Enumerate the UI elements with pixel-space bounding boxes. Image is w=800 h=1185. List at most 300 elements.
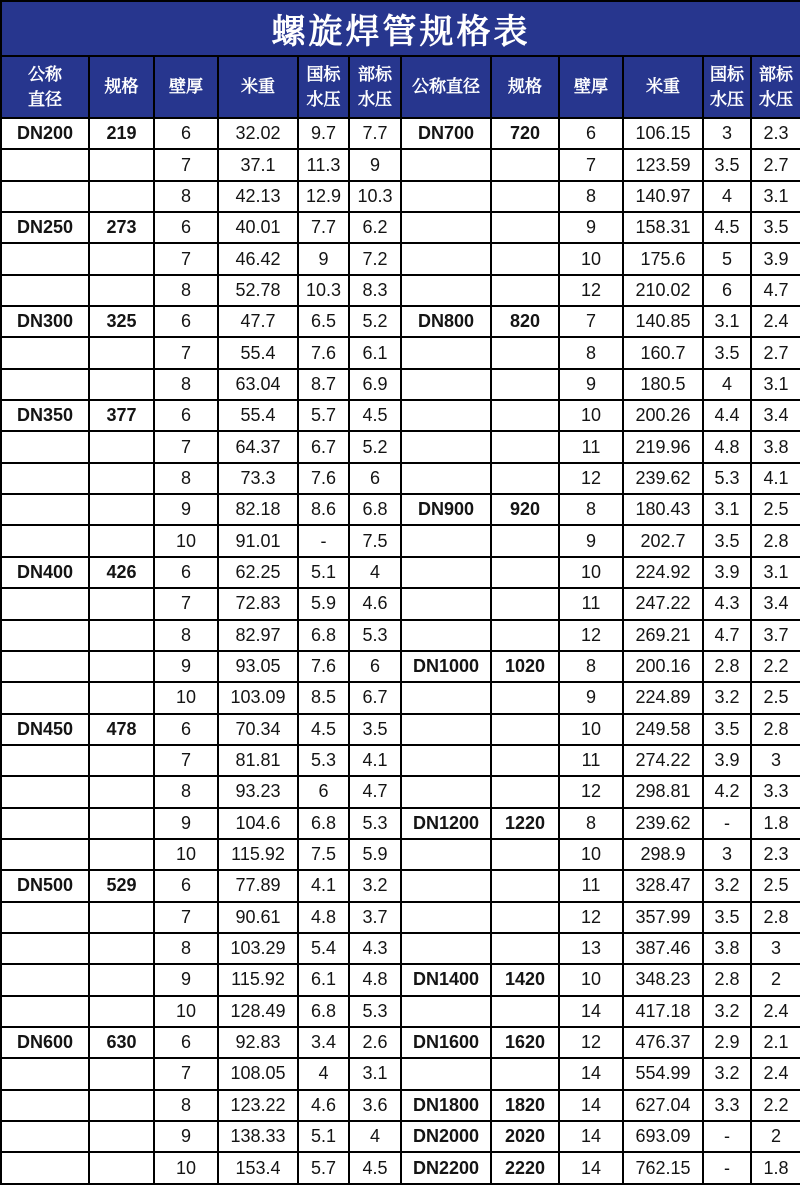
cell-right-spec [491, 745, 559, 776]
cell-left-spec [89, 776, 154, 807]
cell-left-mb-pressure: 5.3 [349, 996, 401, 1027]
cell-right-dn [401, 337, 491, 368]
cell-left-thickness: 9 [154, 651, 218, 682]
cell-left-meter-weight: 104.6 [218, 808, 298, 839]
cell-left-mb-pressure: 9 [349, 149, 401, 180]
cell-left-gb-pressure: 5.7 [298, 1152, 349, 1184]
cell-right-spec [491, 902, 559, 933]
cell-right-spec [491, 870, 559, 901]
cell-left-gb-pressure: 5.7 [298, 400, 349, 431]
cell-right-spec [491, 400, 559, 431]
cell-right-mb-pressure: 3.4 [751, 588, 800, 619]
cell-right-meter-weight: 627.04 [623, 1090, 703, 1121]
table-row [1, 557, 800, 588]
cell-right-meter-weight: 160.7 [623, 337, 703, 368]
cell-left-meter-weight: 52.78 [218, 275, 298, 306]
cell-right-gb-pressure: 4 [703, 181, 751, 212]
cell-right-dn: DN1800 [401, 1090, 491, 1121]
cell-left-meter-weight: 128.49 [218, 996, 298, 1027]
cell-right-dn [401, 431, 491, 462]
cell-left-mb-pressure: 4 [349, 1121, 401, 1152]
cell-left-dn [1, 839, 89, 870]
cell-right-dn [401, 369, 491, 400]
cell-right-gb-pressure: 4.5 [703, 212, 751, 243]
cell-right-meter-weight: 219.96 [623, 431, 703, 462]
cell-left-spec [89, 525, 154, 556]
cell-right-dn [401, 588, 491, 619]
cell-right-meter-weight: 348.23 [623, 964, 703, 995]
cell-right-dn [401, 682, 491, 713]
cell-left-thickness: 8 [154, 933, 218, 964]
cell-left-meter-weight: 63.04 [218, 369, 298, 400]
table-row [1, 431, 800, 462]
cell-left-mb-pressure: 2.6 [349, 1027, 401, 1058]
cell-left-mb-pressure: 7.5 [349, 525, 401, 556]
table-row [1, 839, 800, 870]
table-row [1, 400, 800, 431]
cell-left-thickness: 9 [154, 964, 218, 995]
table-row [1, 620, 800, 651]
cell-right-spec [491, 275, 559, 306]
cell-right-mb-pressure: 3 [751, 933, 800, 964]
cell-left-gb-pressure: 7.6 [298, 651, 349, 682]
cell-right-spec: 1220 [491, 808, 559, 839]
cell-right-thickness: 12 [559, 1027, 623, 1058]
table-row [1, 118, 800, 149]
cell-left-meter-weight: 62.25 [218, 557, 298, 588]
cell-right-dn: DN800 [401, 306, 491, 337]
table-row [1, 588, 800, 619]
cell-right-mb-pressure: 2 [751, 1121, 800, 1152]
cell-left-spec [89, 808, 154, 839]
cell-right-thickness: 9 [559, 212, 623, 243]
cell-left-gb-pressure: 7.5 [298, 839, 349, 870]
cell-right-gb-pressure: 3 [703, 839, 751, 870]
cell-left-spec [89, 243, 154, 274]
page-title: 螺旋焊管规格表 [1, 1, 800, 56]
cell-left-gb-pressure: 5.9 [298, 588, 349, 619]
table-row [1, 149, 800, 180]
cell-right-gb-pressure: - [703, 1121, 751, 1152]
cell-left-mb-pressure: 4.3 [349, 933, 401, 964]
cell-left-dn [1, 682, 89, 713]
table-row [1, 337, 800, 368]
cell-left-dn [1, 588, 89, 619]
cell-left-gb-pressure: 6.7 [298, 431, 349, 462]
cell-right-mb-pressure: 2.7 [751, 149, 800, 180]
cell-left-spec: 426 [89, 557, 154, 588]
cell-left-dn [1, 337, 89, 368]
cell-left-gb-pressure: 5.4 [298, 933, 349, 964]
table-row [1, 933, 800, 964]
cell-right-spec [491, 839, 559, 870]
cell-right-dn: DN900 [401, 494, 491, 525]
cell-right-thickness: 12 [559, 463, 623, 494]
cell-left-meter-weight: 153.4 [218, 1152, 298, 1184]
cell-right-dn [401, 243, 491, 274]
column-header-left-spec [89, 56, 154, 118]
cell-right-gb-pressure: 3.2 [703, 682, 751, 713]
cell-left-meter-weight: 72.83 [218, 588, 298, 619]
table-row [1, 902, 800, 933]
cell-left-dn [1, 620, 89, 651]
cell-left-gb-pressure: 12.9 [298, 181, 349, 212]
cell-right-gb-pressure: 3.1 [703, 306, 751, 337]
column-header-label: 水压 [759, 90, 793, 109]
cell-left-spec [89, 149, 154, 180]
table-row [1, 463, 800, 494]
cell-right-mb-pressure: 2.5 [751, 494, 800, 525]
cell-right-meter-weight: 140.85 [623, 306, 703, 337]
cell-right-meter-weight: 554.99 [623, 1058, 703, 1089]
cell-right-gb-pressure: - [703, 1152, 751, 1184]
cell-left-meter-weight: 82.97 [218, 620, 298, 651]
cell-left-spec [89, 996, 154, 1027]
cell-right-spec: 1420 [491, 964, 559, 995]
cell-right-meter-weight: 476.37 [623, 1027, 703, 1058]
cell-right-mb-pressure: 2.2 [751, 651, 800, 682]
cell-left-spec [89, 933, 154, 964]
table-row [1, 964, 800, 995]
column-header-label: 直径 [28, 90, 62, 109]
cell-right-thickness: 14 [559, 1152, 623, 1184]
cell-right-mb-pressure: 3.5 [751, 212, 800, 243]
cell-left-gb-pressure: 7.6 [298, 337, 349, 368]
column-header-left-meter-weight [218, 56, 298, 118]
cell-left-gb-pressure: 10.3 [298, 275, 349, 306]
cell-left-meter-weight: 138.33 [218, 1121, 298, 1152]
cell-left-spec [89, 275, 154, 306]
cell-left-meter-weight: 115.92 [218, 839, 298, 870]
cell-left-spec [89, 494, 154, 525]
cell-left-gb-pressure: 9 [298, 243, 349, 274]
cell-left-dn [1, 1152, 89, 1184]
cell-left-dn [1, 431, 89, 462]
table-row [1, 369, 800, 400]
cell-left-dn [1, 651, 89, 682]
cell-right-spec [491, 588, 559, 619]
cell-right-mb-pressure: 2.5 [751, 682, 800, 713]
cell-right-meter-weight: 180.5 [623, 369, 703, 400]
cell-right-gb-pressure: 4.2 [703, 776, 751, 807]
cell-right-spec: 1820 [491, 1090, 559, 1121]
cell-left-mb-pressure: 6.8 [349, 494, 401, 525]
cell-right-mb-pressure: 3.3 [751, 776, 800, 807]
cell-left-spec: 273 [89, 212, 154, 243]
cell-left-meter-weight: 77.89 [218, 870, 298, 901]
cell-left-spec [89, 902, 154, 933]
table-row [1, 651, 800, 682]
cell-right-thickness: 6 [559, 118, 623, 149]
cell-right-dn [401, 776, 491, 807]
cell-left-thickness: 6 [154, 400, 218, 431]
cell-right-mb-pressure: 3.1 [751, 369, 800, 400]
column-header-left-gb-pressure [298, 56, 349, 118]
column-header-right-mb-pressure [751, 56, 800, 118]
cell-left-thickness: 10 [154, 996, 218, 1027]
cell-left-thickness: 7 [154, 588, 218, 619]
cell-right-thickness: 11 [559, 870, 623, 901]
column-header-row [1, 56, 800, 118]
cell-left-dn [1, 1121, 89, 1152]
cell-right-spec [491, 243, 559, 274]
cell-left-dn [1, 369, 89, 400]
cell-right-dn [401, 996, 491, 1027]
cell-right-spec: 2020 [491, 1121, 559, 1152]
cell-left-mb-pressure: 4.1 [349, 745, 401, 776]
cell-left-meter-weight: 47.7 [218, 306, 298, 337]
cell-left-mb-pressure: 10.3 [349, 181, 401, 212]
cell-right-dn [401, 745, 491, 776]
cell-left-mb-pressure: 6 [349, 463, 401, 494]
cell-right-spec: 1620 [491, 1027, 559, 1058]
cell-left-gb-pressure: 4.1 [298, 870, 349, 901]
cell-right-spec [491, 337, 559, 368]
cell-right-dn [401, 400, 491, 431]
cell-left-dn [1, 745, 89, 776]
cell-left-thickness: 8 [154, 620, 218, 651]
cell-left-spec: 630 [89, 1027, 154, 1058]
column-header-left-mb-pressure [349, 56, 401, 118]
cell-right-gb-pressure: 4.7 [703, 620, 751, 651]
cell-right-mb-pressure: 4.7 [751, 275, 800, 306]
cell-right-mb-pressure: 2.4 [751, 1058, 800, 1089]
cell-left-thickness: 7 [154, 337, 218, 368]
cell-left-mb-pressure: 6.7 [349, 682, 401, 713]
cell-left-spec [89, 431, 154, 462]
cell-right-gb-pressure: 3.5 [703, 149, 751, 180]
cell-right-meter-weight: 357.99 [623, 902, 703, 933]
cell-left-thickness: 10 [154, 1152, 218, 1184]
cell-left-thickness: 8 [154, 369, 218, 400]
cell-right-meter-weight: 224.92 [623, 557, 703, 588]
column-header-label: 水压 [358, 90, 392, 109]
column-header-right-thickness [559, 56, 623, 118]
cell-right-mb-pressure: 3.8 [751, 431, 800, 462]
cell-left-mb-pressure: 5.9 [349, 839, 401, 870]
cell-right-meter-weight: 180.43 [623, 494, 703, 525]
cell-right-dn [401, 463, 491, 494]
cell-left-meter-weight: 93.05 [218, 651, 298, 682]
cell-right-dn [401, 839, 491, 870]
table-row [1, 745, 800, 776]
cell-right-spec [491, 463, 559, 494]
table-row [1, 525, 800, 556]
column-header-label: 国标 [710, 64, 744, 84]
column-header-left-thickness [154, 56, 218, 118]
cell-right-thickness: 12 [559, 776, 623, 807]
cell-left-meter-weight: 92.83 [218, 1027, 298, 1058]
cell-right-dn [401, 525, 491, 556]
cell-left-dn: DN400 [1, 557, 89, 588]
cell-left-gb-pressure: 6.8 [298, 808, 349, 839]
cell-left-gb-pressure: 3.4 [298, 1027, 349, 1058]
cell-right-thickness: 7 [559, 149, 623, 180]
column-header-right-dn [401, 56, 491, 118]
cell-right-dn [401, 714, 491, 745]
cell-left-meter-weight: 55.4 [218, 337, 298, 368]
cell-right-gb-pressure: 6 [703, 275, 751, 306]
cell-left-mb-pressure: 5.2 [349, 431, 401, 462]
cell-left-mb-pressure: 3.7 [349, 902, 401, 933]
cell-left-dn [1, 902, 89, 933]
cell-right-gb-pressure: 4.3 [703, 588, 751, 619]
cell-right-dn [401, 149, 491, 180]
table-row [1, 714, 800, 745]
cell-right-mb-pressure: 2 [751, 964, 800, 995]
cell-left-gb-pressure: 6 [298, 776, 349, 807]
cell-left-meter-weight: 103.29 [218, 933, 298, 964]
cell-left-spec [89, 1121, 154, 1152]
cell-right-meter-weight: 387.46 [623, 933, 703, 964]
cell-left-thickness: 6 [154, 118, 218, 149]
cell-left-thickness: 10 [154, 525, 218, 556]
cell-right-meter-weight: 762.15 [623, 1152, 703, 1184]
cell-right-thickness: 10 [559, 243, 623, 274]
cell-right-dn: DN1400 [401, 964, 491, 995]
cell-left-thickness: 8 [154, 1090, 218, 1121]
cell-right-thickness: 7 [559, 306, 623, 337]
cell-right-thickness: 9 [559, 525, 623, 556]
table-row [1, 870, 800, 901]
cell-right-spec [491, 682, 559, 713]
cell-right-meter-weight: 175.6 [623, 243, 703, 274]
cell-right-thickness: 11 [559, 431, 623, 462]
cell-left-spec [89, 181, 154, 212]
cell-left-gb-pressure: 4.5 [298, 714, 349, 745]
cell-left-spec [89, 463, 154, 494]
cell-right-mb-pressure: 2.8 [751, 714, 800, 745]
cell-right-thickness: 11 [559, 745, 623, 776]
cell-left-gb-pressure: 11.3 [298, 149, 349, 180]
cell-left-gb-pressure: 9.7 [298, 118, 349, 149]
cell-left-gb-pressure: 6.8 [298, 996, 349, 1027]
cell-right-spec [491, 525, 559, 556]
cell-right-mb-pressure: 1.8 [751, 1152, 800, 1184]
column-header-label: 米重 [241, 77, 275, 97]
cell-right-thickness: 14 [559, 1121, 623, 1152]
cell-left-gb-pressure: 6.1 [298, 964, 349, 995]
cell-left-dn: DN300 [1, 306, 89, 337]
cell-right-meter-weight: 158.31 [623, 212, 703, 243]
cell-right-mb-pressure: 3.1 [751, 557, 800, 588]
cell-right-thickness: 10 [559, 964, 623, 995]
cell-left-meter-weight: 46.42 [218, 243, 298, 274]
cell-right-gb-pressure: 5 [703, 243, 751, 274]
cell-left-dn: DN200 [1, 118, 89, 149]
column-header-label: 规格 [104, 77, 139, 97]
cell-right-meter-weight: 417.18 [623, 996, 703, 1027]
cell-left-thickness: 6 [154, 714, 218, 745]
cell-right-thickness: 14 [559, 1058, 623, 1089]
cell-right-spec [491, 1058, 559, 1089]
cell-right-meter-weight: 123.59 [623, 149, 703, 180]
cell-right-mb-pressure: 4.1 [751, 463, 800, 494]
cell-right-spec [491, 149, 559, 180]
cell-left-mb-pressure: 4.5 [349, 400, 401, 431]
column-header-label: 部标 [358, 64, 392, 84]
cell-left-spec [89, 651, 154, 682]
cell-right-thickness: 10 [559, 557, 623, 588]
cell-left-dn [1, 933, 89, 964]
cell-left-meter-weight: 70.34 [218, 714, 298, 745]
cell-right-meter-weight: 269.21 [623, 620, 703, 651]
cell-right-spec [491, 369, 559, 400]
table-row [1, 1090, 800, 1121]
cell-left-spec [89, 839, 154, 870]
cell-right-meter-weight: 210.02 [623, 275, 703, 306]
cell-left-spec: 325 [89, 306, 154, 337]
cell-right-gb-pressure: 3.2 [703, 1058, 751, 1089]
cell-right-dn: DN1600 [401, 1027, 491, 1058]
cell-left-thickness: 8 [154, 275, 218, 306]
cell-right-gb-pressure: 3.3 [703, 1090, 751, 1121]
column-header-label: 水压 [710, 90, 744, 109]
cell-right-dn: DN2000 [401, 1121, 491, 1152]
cell-right-gb-pressure: 4.8 [703, 431, 751, 462]
cell-right-dn: DN700 [401, 118, 491, 149]
column-header-left-dn [1, 56, 89, 118]
cell-left-thickness: 10 [154, 839, 218, 870]
table-row [1, 682, 800, 713]
cell-left-thickness: 7 [154, 431, 218, 462]
cell-right-dn [401, 181, 491, 212]
cell-right-thickness: 12 [559, 620, 623, 651]
column-header-label: 公称直径 [412, 77, 480, 97]
cell-right-spec: 720 [491, 118, 559, 149]
table-row [1, 494, 800, 525]
cell-right-thickness: 10 [559, 400, 623, 431]
cell-right-spec [491, 557, 559, 588]
cell-right-gb-pressure: 3.9 [703, 557, 751, 588]
cell-left-gb-pressure: 7.7 [298, 212, 349, 243]
cell-right-gb-pressure: 3.2 [703, 870, 751, 901]
cell-right-gb-pressure: 3 [703, 118, 751, 149]
cell-right-dn: DN1000 [401, 651, 491, 682]
cell-left-mb-pressure: 5.3 [349, 808, 401, 839]
cell-right-meter-weight: 274.22 [623, 745, 703, 776]
table-row [1, 808, 800, 839]
cell-right-spec [491, 996, 559, 1027]
cell-right-spec [491, 181, 559, 212]
cell-right-spec: 820 [491, 306, 559, 337]
cell-left-thickness: 8 [154, 776, 218, 807]
cell-left-thickness: 8 [154, 463, 218, 494]
cell-left-mb-pressure: 7.2 [349, 243, 401, 274]
cell-left-meter-weight: 64.37 [218, 431, 298, 462]
cell-right-thickness: 9 [559, 369, 623, 400]
column-header-right-meter-weight [623, 56, 703, 118]
cell-right-meter-weight: 239.62 [623, 463, 703, 494]
cell-right-mb-pressure: 2.2 [751, 1090, 800, 1121]
cell-left-mb-pressure: 6.1 [349, 337, 401, 368]
cell-left-gb-pressure: 5.3 [298, 745, 349, 776]
cell-right-gb-pressure: 3.9 [703, 745, 751, 776]
cell-right-spec: 920 [491, 494, 559, 525]
cell-right-mb-pressure: 2.1 [751, 1027, 800, 1058]
cell-left-mb-pressure: 3.5 [349, 714, 401, 745]
cell-left-spec [89, 588, 154, 619]
cell-right-meter-weight: 200.26 [623, 400, 703, 431]
cell-right-dn [401, 557, 491, 588]
cell-right-spec: 2220 [491, 1152, 559, 1184]
cell-left-mb-pressure: 3.6 [349, 1090, 401, 1121]
cell-left-thickness: 7 [154, 902, 218, 933]
cell-right-mb-pressure: 3.4 [751, 400, 800, 431]
cell-left-gb-pressure: 4 [298, 1058, 349, 1089]
cell-right-mb-pressure: 2.8 [751, 902, 800, 933]
cell-right-gb-pressure: 5.3 [703, 463, 751, 494]
